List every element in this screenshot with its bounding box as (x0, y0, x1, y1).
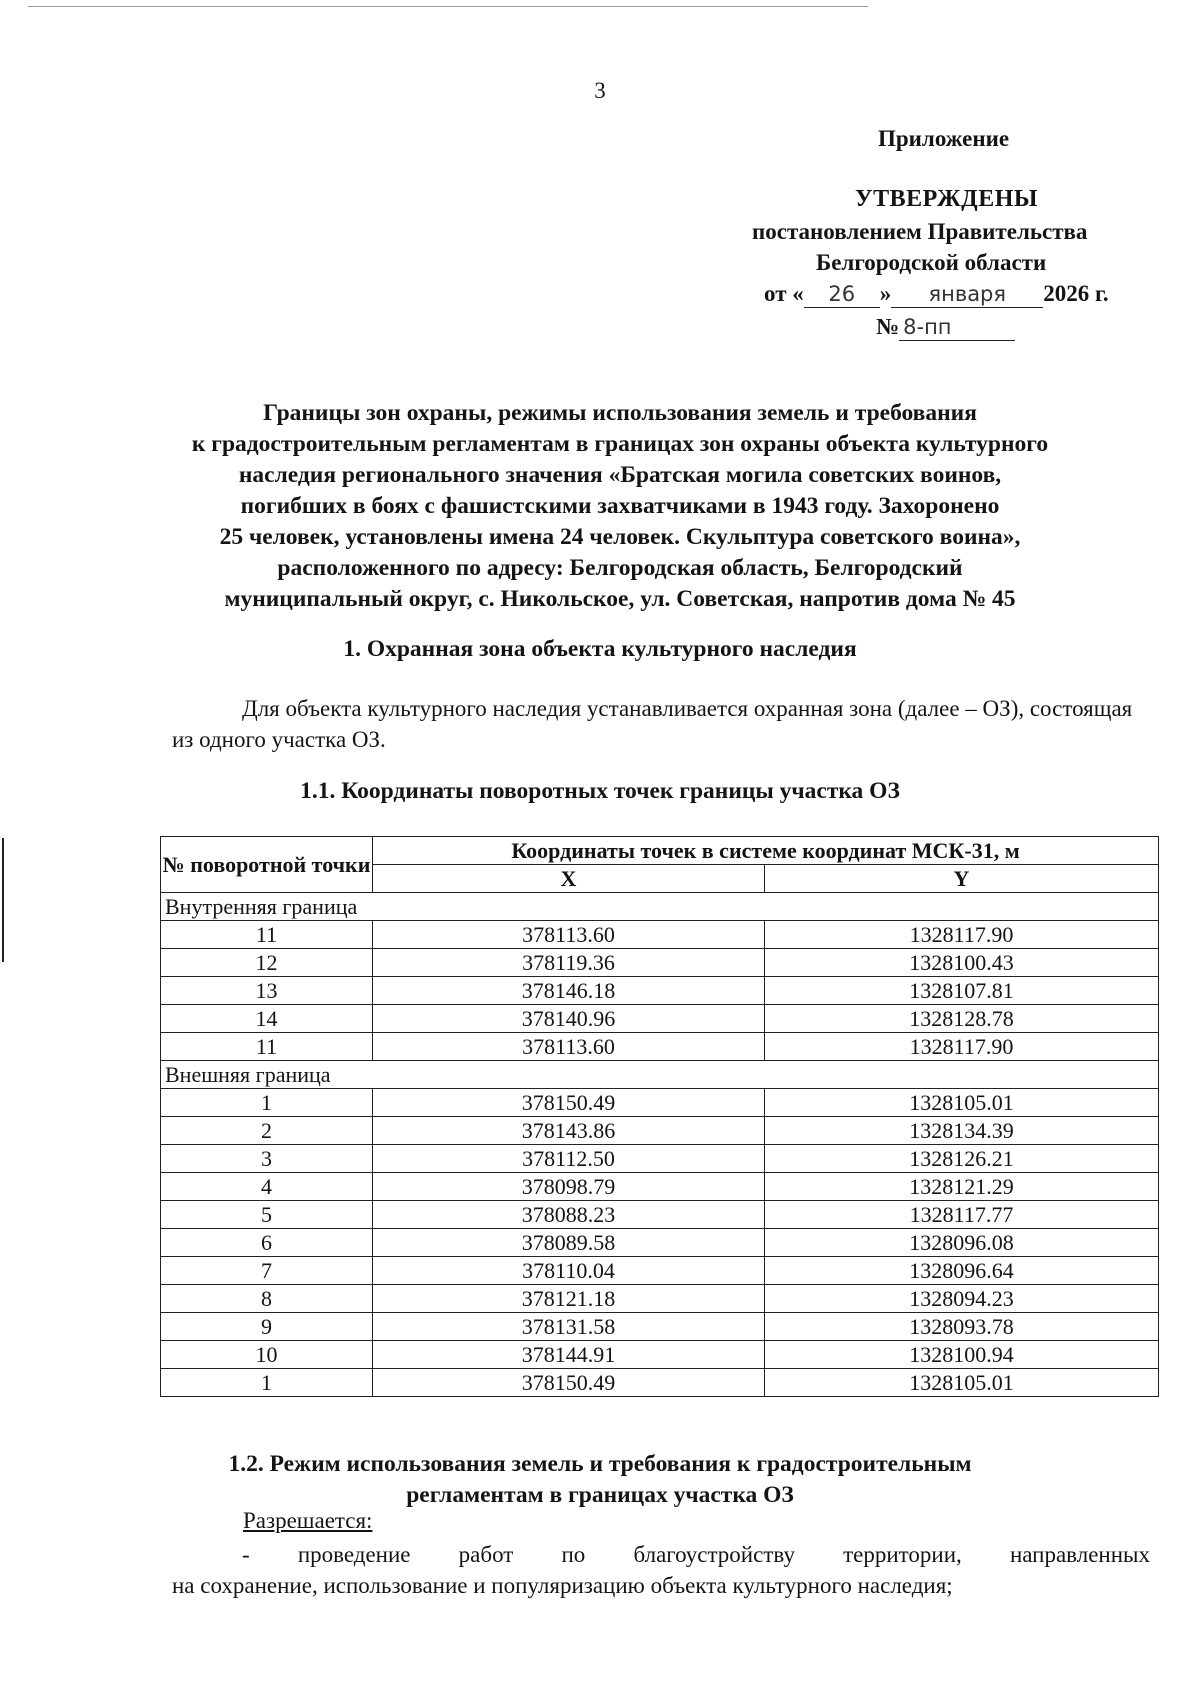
title-line: к градостроительным регламентам в границах зон охраны объекта культурного (191, 431, 1049, 457)
title-line: Границы зон охраны, режимы использования земель и требования (263, 400, 977, 426)
point-number-cell: 1 (161, 1089, 373, 1117)
title-line: расположенного по адресу: Белгородская область, Белгородский (277, 555, 963, 581)
approved-title: УТВЕРЖДЕНЫ (855, 186, 1038, 212)
table-row (161, 1005, 1159, 1033)
y-coordinate-cell: 1328121.29 (765, 1173, 1159, 1201)
number-prefix: № (876, 314, 900, 339)
allowed-list-item (172, 1539, 1150, 1601)
table-row (161, 921, 1159, 949)
y-coordinate-cell: 1328105.01 (765, 1089, 1159, 1117)
x-coordinate-cell: 378143.86 (373, 1117, 765, 1145)
section-1-2-heading (0, 1449, 1200, 1511)
y-coordinate-cell: 1328134.39 (765, 1117, 1159, 1145)
x-coordinate-cell: 378088.23 (373, 1201, 765, 1229)
point-number-cell: 2 (161, 1117, 373, 1145)
y-coordinate-cell: 1328093.78 (765, 1313, 1159, 1341)
table-row (161, 1145, 1159, 1173)
title-line: наследия регионального значения «Братская могила советских воинов, (238, 462, 1002, 488)
point-number-cell: 1 (161, 1369, 373, 1397)
point-number-cell: 8 (161, 1285, 373, 1313)
list-item-line: на сохранение, использование и популяризацию объекта культурного наследия; (172, 1573, 953, 1598)
point-number-cell: 9 (161, 1313, 373, 1341)
date-year: 2026 г. (1043, 281, 1109, 306)
table-row (161, 1117, 1159, 1145)
table-row (161, 1285, 1159, 1313)
date-day-handwritten: 26 (804, 281, 880, 308)
y-coordinate-cell: 1328128.78 (765, 1005, 1159, 1033)
section-1-1-heading: 1.1. Координаты поворотных точек границы участка ОЗ (300, 778, 900, 804)
table-row (161, 1173, 1159, 1201)
table-row (161, 1229, 1159, 1257)
point-number-cell: 13 (161, 977, 373, 1005)
x-coordinate-cell: 378140.96 (373, 1005, 765, 1033)
header-y: Y (765, 865, 1159, 893)
point-number-cell: 10 (161, 1341, 373, 1369)
x-coordinate-cell: 378112.50 (373, 1145, 765, 1173)
table-group-row (161, 893, 1159, 921)
table-row (161, 977, 1159, 1005)
x-coordinate-cell: 378150.49 (373, 1089, 765, 1117)
approval-date-line (764, 278, 1109, 309)
table-row (161, 1089, 1159, 1117)
x-coordinate-cell: 378121.18 (373, 1285, 765, 1313)
table-row (161, 1257, 1159, 1285)
section-1-2-heading-line: 1.2. Режим использования земель и требования к градостроительным (228, 1451, 972, 1477)
point-number-cell: 5 (161, 1201, 373, 1229)
approved-by: постановлением Правительства (752, 219, 1088, 244)
coordinates-table (160, 836, 1159, 1397)
header-x: X (373, 865, 765, 893)
table-header-row (161, 837, 1159, 865)
number-handwritten: 8-пп (899, 314, 1015, 341)
y-coordinate-cell: 1328100.43 (765, 949, 1159, 977)
x-coordinate-cell: 378119.36 (373, 949, 765, 977)
y-coordinate-cell: 1328105.01 (765, 1369, 1159, 1397)
section-1-2-heading-line: регламентам в границах участка ОЗ (406, 1482, 794, 1508)
date-prefix: от « (764, 281, 804, 306)
table-group-row (161, 1061, 1159, 1089)
y-coordinate-cell: 1328094.23 (765, 1285, 1159, 1313)
point-number-cell: 11 (161, 1033, 373, 1061)
approval-number-line (876, 311, 1015, 342)
point-number-cell: 14 (161, 1005, 373, 1033)
appendix-label: Приложение (878, 126, 1010, 151)
x-coordinate-cell: 378089.58 (373, 1229, 765, 1257)
point-number-cell: 11 (161, 921, 373, 949)
x-coordinate-cell: 378131.58 (373, 1313, 765, 1341)
x-coordinate-cell: 378113.60 (373, 921, 765, 949)
date-mid: » (879, 281, 892, 306)
table-row (161, 1341, 1159, 1369)
table-row (161, 949, 1159, 977)
title-line: муниципальный округ, с. Никольское, ул. Советская, напротив дома № 45 (224, 586, 1016, 612)
header-point-number: № поворотной точки (161, 837, 373, 893)
x-coordinate-cell: 378113.60 (373, 1033, 765, 1061)
x-coordinate-cell: 378146.18 (373, 977, 765, 1005)
point-number-cell: 12 (161, 949, 373, 977)
table-row (161, 1369, 1159, 1397)
group-label: Внутренняя граница (161, 893, 1159, 921)
table-row (161, 1313, 1159, 1341)
y-coordinate-cell: 1328117.77 (765, 1201, 1159, 1229)
document-title (150, 398, 1090, 615)
point-number-cell: 4 (161, 1173, 373, 1201)
page-top-rule (28, 6, 868, 7)
header-coordinates: Координаты точек в системе координат МСК-31, м (373, 837, 1159, 865)
point-number-cell: 6 (161, 1229, 373, 1257)
section-1-paragraph: Для объекта культурного наследия устанавливается охранная зона (далее – ОЗ), состоящая из одного участка ОЗ. (172, 696, 1133, 752)
y-coordinate-cell: 1328100.94 (765, 1341, 1159, 1369)
x-coordinate-cell: 378110.04 (373, 1257, 765, 1285)
date-month-handwritten: января (891, 281, 1043, 308)
group-label: Внешняя граница (161, 1061, 1159, 1089)
point-number-cell: 3 (161, 1145, 373, 1173)
x-coordinate-cell: 378098.79 (373, 1173, 765, 1201)
y-coordinate-cell: 1328126.21 (765, 1145, 1159, 1173)
list-item-line: - проведение работ по благоустройству территории, направленных (242, 1542, 1150, 1567)
page-number: 3 (594, 78, 606, 103)
table-row (161, 1033, 1159, 1061)
section-1-heading: 1. Охранная зона объекта культурного наследия (343, 636, 857, 662)
point-number-cell: 7 (161, 1257, 373, 1285)
y-coordinate-cell: 1328096.64 (765, 1257, 1159, 1285)
allowed-label: Разрешается: (243, 1508, 373, 1533)
y-coordinate-cell: 1328117.90 (765, 1033, 1159, 1061)
y-coordinate-cell: 1328107.81 (765, 977, 1159, 1005)
coordinates-table-body (161, 893, 1159, 1397)
y-coordinate-cell: 1328117.90 (765, 921, 1159, 949)
approved-region: Белгородской области (816, 250, 1047, 275)
y-coordinate-cell: 1328096.08 (765, 1229, 1159, 1257)
x-coordinate-cell: 378150.49 (373, 1369, 765, 1397)
x-coordinate-cell: 378144.91 (373, 1341, 765, 1369)
table-row (161, 1201, 1159, 1229)
scan-margin-mark (2, 838, 4, 962)
title-line: 25 человек, установлены имена 24 человек. Скульптура советского воина», (219, 524, 1021, 550)
title-line: погибших в боях с фашистскими захватчиками в 1943 году. Захоронено (240, 493, 1000, 519)
